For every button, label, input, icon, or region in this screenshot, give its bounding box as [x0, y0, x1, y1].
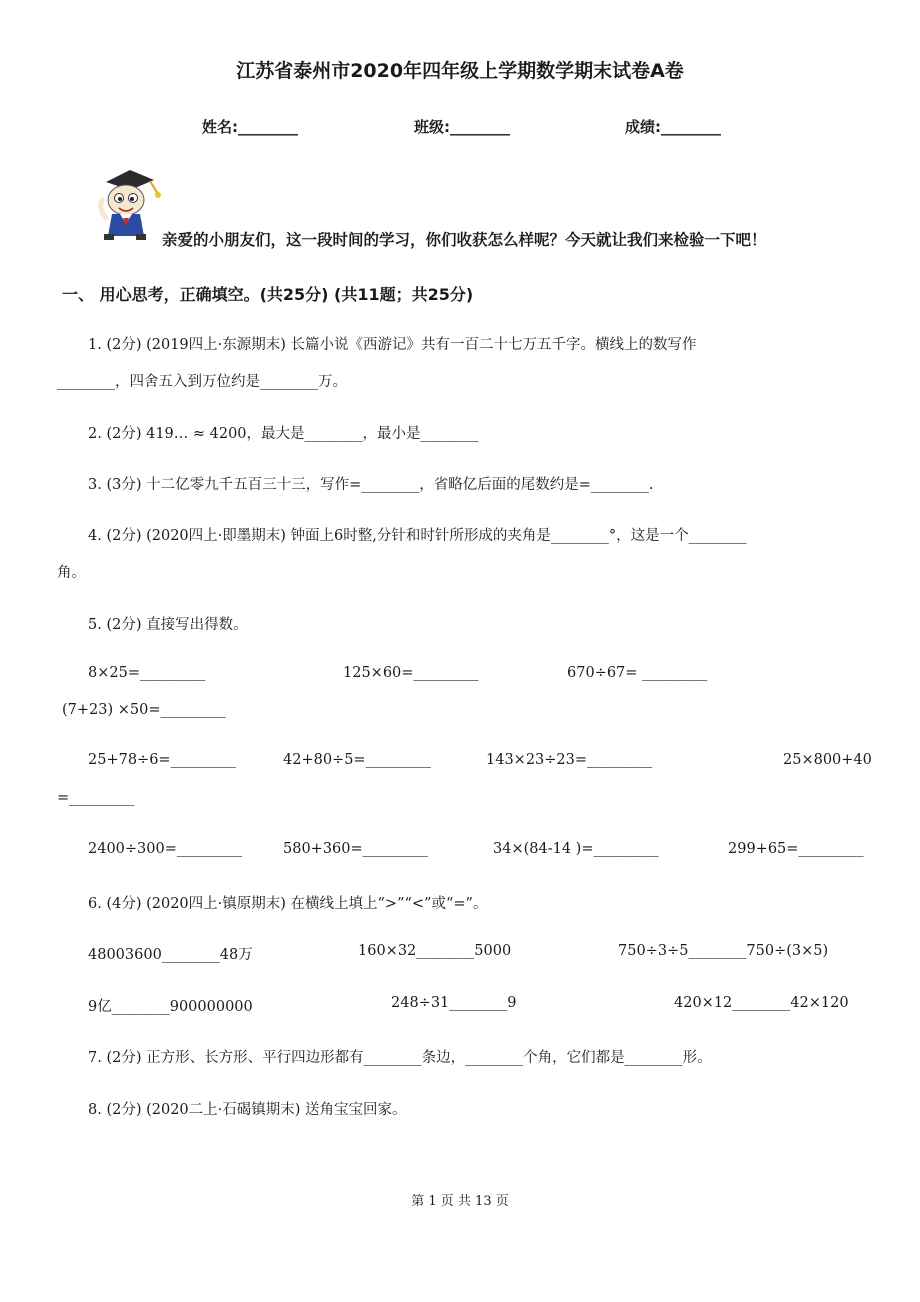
question-3: 3. (3分) 十二亿零九千五百三十三，写作=________，省略亿后面的尾数约是=________.: [88, 477, 654, 493]
greeting-text: 亲爱的小朋友们，这一段时间的学习，你们收获怎么样呢？今天就让我们来检验一下吧！: [162, 231, 767, 249]
q6-item: 750÷3÷5________750÷(3×5): [618, 943, 829, 959]
q6-item: 420×12________42×120: [674, 995, 849, 1011]
score-field: 成绩:________: [625, 118, 721, 136]
q5-item: 25×800+40: [783, 752, 872, 768]
mascot-doctor-hat-illustration: [92, 168, 164, 244]
q5-item: 42+80÷5=_________: [283, 752, 431, 768]
q6-item: 248÷31________9: [391, 995, 517, 1011]
q5-item: 34×(84-14 )=_________: [493, 841, 659, 857]
name-field: 姓名:________: [202, 118, 298, 136]
q6-item: 9亿________900000000: [88, 999, 253, 1015]
question-5: 5. (2分) 直接写出得数。: [88, 617, 248, 633]
q6-item: 48003600________48万: [88, 947, 253, 963]
q6-item: 160×32________5000: [358, 943, 512, 959]
q5-item: 143×23÷23=_________: [486, 752, 653, 768]
question-2: 2. (2分) 419… ≈ 4200，最大是________，最小是________: [88, 426, 479, 442]
q5-item: 670÷67= _________: [567, 665, 708, 681]
q5-item: 25+78÷6=_________: [88, 752, 236, 768]
question-6: 6. (4分) (2020四上·镇原期末) 在横线上填上“>”“<”或“=”。: [88, 896, 488, 912]
page-title: 江苏省泰州市2020年四年级上学期数学期末试卷A卷: [236, 60, 684, 82]
question-8: 8. (2分) (2020二上·石碣镇期末) 送角宝宝回家。: [88, 1102, 407, 1118]
class-field: 班级:________: [414, 118, 510, 136]
q5-item: 299+65=_________: [728, 841, 864, 857]
question-4-line1: 4. (2分) (2020四上·即墨期末) 钟面上6时整,分针和时针所形成的夹角是________°，这是一个________: [88, 528, 747, 544]
q5-item: 8×25=_________: [88, 665, 206, 681]
question-1-line2: ________，四舍五入到万位约是________万。: [57, 374, 347, 390]
q5-item: 580+360=_________: [283, 841, 428, 857]
q5-item: =_________: [57, 790, 135, 806]
question-7: 7. (2分) 正方形、长方形、平行四边形都有________条边，________个角，它们都是________形。: [88, 1050, 712, 1066]
question-4-line2: 角。: [57, 565, 86, 581]
question-1-line1: 1. (2分) (2019四上·东源期末) 长篇小说《西游记》共有一百二十七万五千字。横线上的数写作: [88, 337, 697, 353]
q5-item: (7+23) ×50=_________: [62, 702, 226, 718]
page-footer: 第 1 页 共 13 页: [411, 1194, 509, 1209]
q5-item: 125×60=_________: [343, 665, 479, 681]
section-1-heading: 一、 用心思考，正确填空。(共25分) (共11题；共25分): [62, 285, 474, 304]
q5-item: 2400÷300=_________: [88, 841, 243, 857]
